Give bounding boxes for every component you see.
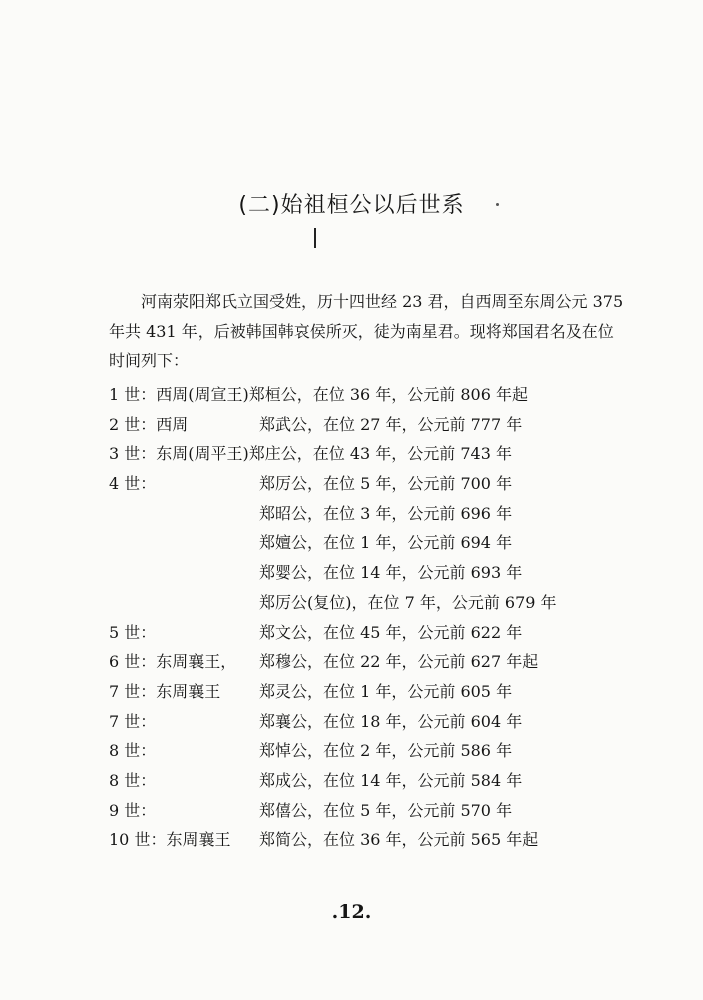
lineage-row <box>109 558 649 588</box>
ruler-entry: 郑穆公，在位 22 年，公元前 627 年起 <box>259 652 539 672</box>
scan-speck <box>496 203 499 206</box>
ruler-entry: 1 世：西周(周宣王)郑桓公，在位 36 年，公元前 806 年起 <box>109 385 528 404</box>
lineage-row <box>109 439 649 469</box>
generation-label: 4 世： <box>109 474 157 494</box>
ruler-entry: 郑武公，在位 27 年，公元前 777 年 <box>259 414 523 434</box>
ruler-entry: 郑灵公，在位 1 年，公元前 605 年 <box>259 681 513 701</box>
lineage-row <box>109 736 649 766</box>
section-title: (二)始祖桓公以后世系 <box>238 193 465 218</box>
ruler-entry: 郑文公，在位 45 年，公元前 622 年 <box>259 622 523 642</box>
ruler-entry: 郑婴公，在位 14 年，公元前 693 年 <box>259 563 523 583</box>
lineage-row <box>109 796 649 826</box>
generation-label: 6 世：东周襄王， <box>109 652 237 672</box>
ruler-entry: 郑厉公(复位)，在位 7 年，公元前 679 年 <box>259 592 557 612</box>
ruler-entry: 郑悼公，在位 2 年，公元前 586 年 <box>259 741 513 761</box>
generation-label: 7 世：东周襄王 <box>109 681 221 701</box>
generation-label: 5 世： <box>109 622 157 642</box>
ruler-entry: 郑厉公，在位 5 年，公元前 700 年 <box>259 474 513 494</box>
lineage-row <box>109 380 649 410</box>
intro-paragraph: 河南荥阳郑氏立国受姓，历十四世经 23 君，自西周至东周公元 375 年共 431 年，后被韩国韩哀侯所灭，徒为南星君。现将郑国君名及在位时间列下： <box>109 292 624 370</box>
lineage-row <box>109 588 649 618</box>
ruler-entry: 3 世：东周(周平王)郑庄公，在位 43 年，公元前 743 年 <box>109 444 512 464</box>
generation-label: 8 世： <box>109 770 157 790</box>
vertical-mark <box>314 228 316 248</box>
lineage-row <box>109 469 649 499</box>
lineage-row <box>109 825 649 855</box>
lineage-row <box>109 766 649 796</box>
generation-label: 7 世： <box>109 711 157 731</box>
ruler-entry: 郑襄公，在位 18 年，公元前 604 年 <box>259 711 523 731</box>
lineage-row <box>109 618 649 648</box>
generation-label: 2 世：西周 <box>109 414 189 434</box>
generation-label: 10 世：东周襄王 <box>109 830 231 850</box>
lineage-list <box>109 380 649 855</box>
ruler-entry: 郑简公，在位 36 年，公元前 565 年起 <box>259 830 539 850</box>
ruler-entry: 郑成公，在位 14 年，公元前 584 年 <box>259 770 523 790</box>
ruler-entry: 郑嬗公，在位 1 年，公元前 694 年 <box>259 533 513 553</box>
lineage-row <box>109 677 649 707</box>
lineage-row <box>109 647 649 677</box>
ruler-entry: 郑僖公，在位 5 年，公元前 570 年 <box>259 800 513 820</box>
ruler-entry: 郑昭公，在位 3 年，公元前 696 年 <box>259 503 513 523</box>
lineage-row <box>109 528 649 558</box>
generation-label: 9 世： <box>109 800 157 820</box>
page-number: .12. <box>331 901 372 923</box>
lineage-row <box>109 707 649 737</box>
lineage-row <box>109 499 649 529</box>
generation-label: 8 世： <box>109 741 157 761</box>
lineage-row <box>109 410 649 440</box>
